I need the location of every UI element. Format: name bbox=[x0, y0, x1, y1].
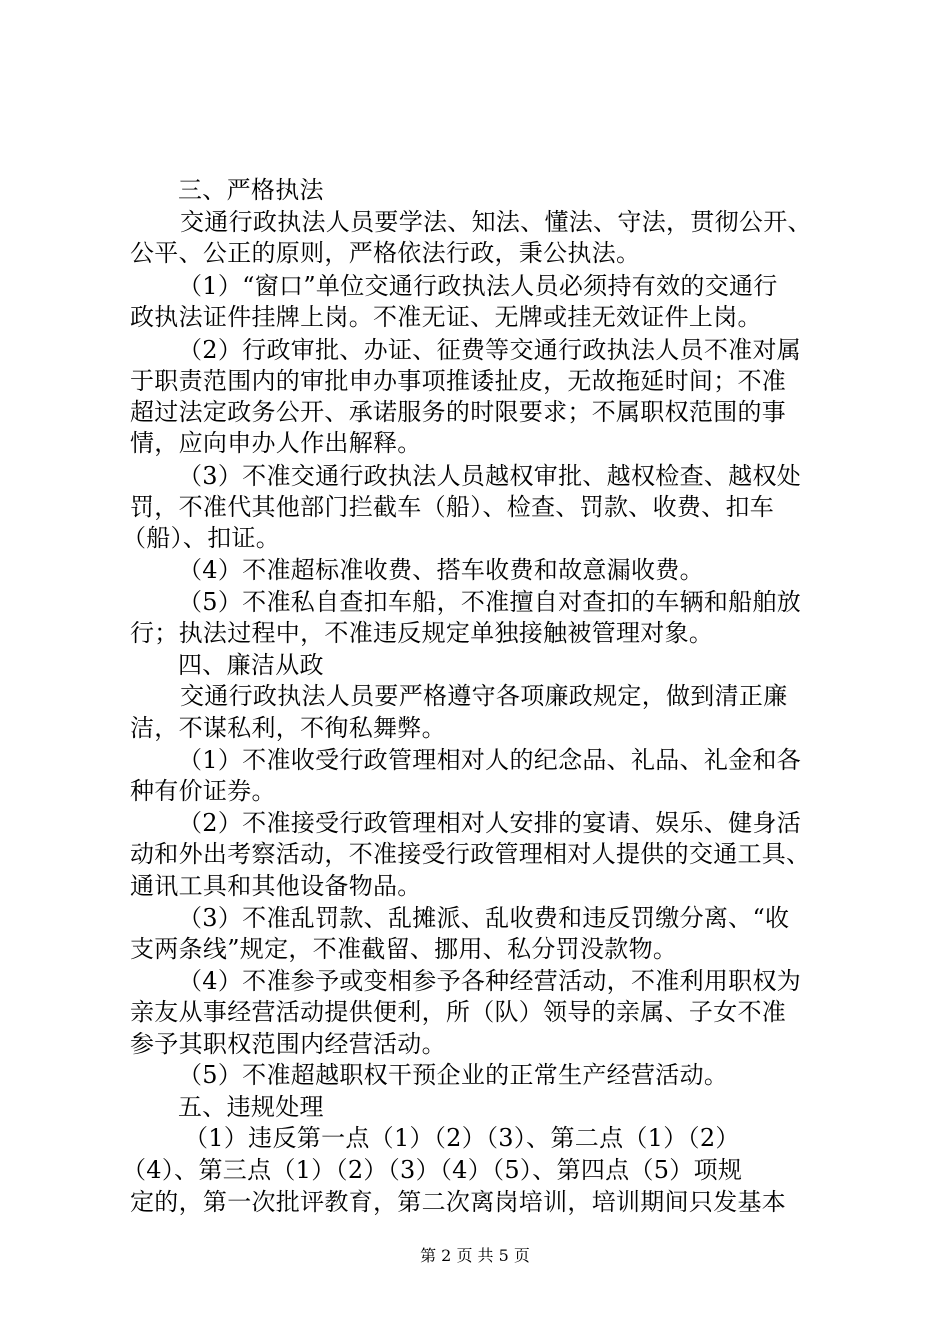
paragraph-line: 参予其职权范围内经营活动。 bbox=[130, 1030, 446, 1058]
section-heading-violation-handling: 五、违规处理 bbox=[178, 1093, 324, 1121]
paragraph-line: 政执法证件挂牌上岗。不准无证、无牌或挂无效证件上岗。 bbox=[130, 303, 762, 331]
paragraph-line: 通讯工具和其他设备物品。 bbox=[130, 872, 422, 900]
paragraph-line: （4）不准参予或变相参予各种经营活动，不准利用职权为 bbox=[178, 967, 802, 995]
paragraph-line: 公平、公正的原则，严格依法行政，秉公执法。 bbox=[130, 239, 641, 267]
paragraph-line: 动和外出考察活动，不准接受行政管理相对人提供的交通工具、 bbox=[130, 840, 811, 868]
paragraph-line: 洁，不谋私利，不徇私舞弊。 bbox=[130, 714, 446, 742]
paragraph-line: 种有价证券。 bbox=[130, 777, 276, 805]
paragraph-line: （5）不准私自查扣车船，不准擅自对查扣的车辆和船舶放 bbox=[178, 588, 802, 616]
paragraph-line: 交通行政执法人员要学法、知法、懂法、守法，贯彻公开、 bbox=[180, 208, 812, 236]
paragraph-line: 行；执法过程中，不准违反规定单独接触被管理对象。 bbox=[130, 619, 714, 647]
paragraph-line: 交通行政执法人员要严格遵守各项廉政规定，做到清正廉 bbox=[180, 682, 788, 710]
paragraph-line: 超过法定政务公开、承诺服务的时限要求；不属职权范围的事 bbox=[130, 398, 787, 426]
paragraph-line: （船）、扣证。 bbox=[122, 524, 281, 552]
paragraph-line: 于职责范围内的审批申办事项推诿扯皮，无故拖延时间；不准 bbox=[130, 367, 787, 395]
page-number-footer: 第 2 页 共 5 页 bbox=[420, 1246, 530, 1265]
section-heading-strict-enforcement: 三、严格执法 bbox=[178, 176, 324, 204]
paragraph-line: 情，应向申办人作出解释。 bbox=[130, 429, 422, 457]
paragraph-line: （4）、第三点（1）（2）（3）（4）（5）、第四点（5）项规 bbox=[122, 1156, 743, 1184]
paragraph-line: （1）违反第一点（1）（2）（3）、第二点（1）（2） bbox=[184, 1124, 740, 1152]
paragraph-line: 定的，第一次批评教育，第二次离岗培训，培训期间只发基本 bbox=[130, 1188, 787, 1216]
section-heading-clean-governance: 四、廉洁从政 bbox=[178, 651, 324, 679]
paragraph-line: 支两条线”规定，不准截留、挪用、私分罚没款物。 bbox=[130, 935, 678, 963]
paragraph-line: （5）不准超越职权干预企业的正常生产经营活动。 bbox=[178, 1061, 729, 1089]
paragraph-line: 罚，不准代其他部门拦截车（船）、检查、罚款、收费、扣车 bbox=[130, 493, 775, 521]
paragraph-line: （1）“窗口”单位交通行政执法人员必须持有效的交通行 bbox=[178, 272, 778, 300]
paragraph-line: 亲友从事经营活动提供便利，所（队）领导的亲属、子女不准 bbox=[130, 998, 787, 1026]
paragraph-line: （3）不准乱罚款、乱摊派、乱收费和违反罚缴分离、“收 bbox=[178, 904, 790, 932]
paragraph-line: （2）不准接受行政管理相对人安排的宴请、娱乐、健身活 bbox=[178, 809, 802, 837]
paragraph-line: （4）不准超标准收费、搭车收费和故意漏收费。 bbox=[178, 556, 704, 584]
paragraph-line: （3）不准交通行政执法人员越权审批、越权检查、越权处 bbox=[178, 462, 802, 490]
paragraph-line: （2）行政审批、办证、征费等交通行政执法人员不准对属 bbox=[178, 336, 802, 364]
paragraph-line: （1）不准收受行政管理相对人的纪念品、礼品、礼金和各 bbox=[178, 746, 802, 774]
